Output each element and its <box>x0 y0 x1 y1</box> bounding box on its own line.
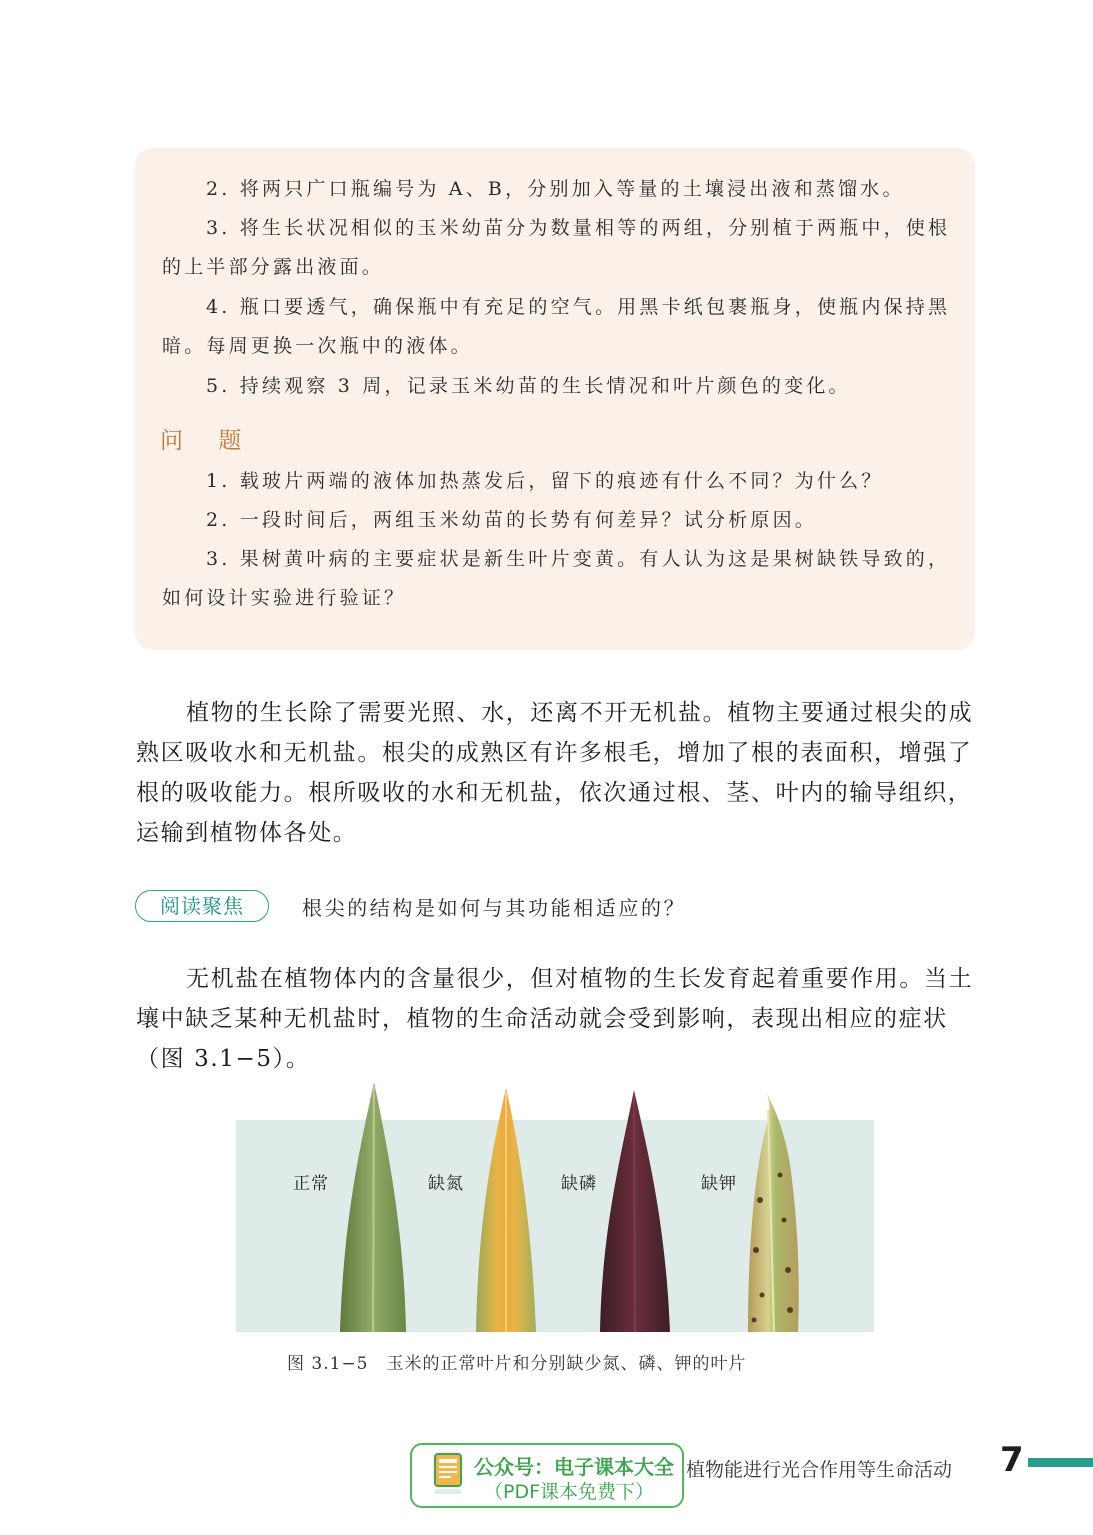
badge-line-2: （PDF课本免费下） <box>484 1481 655 1503</box>
question-2: 2. 一段时间后，两组玉米幼苗的长势有何差异？试分析原因。 <box>206 509 817 531</box>
activity-step-5: 5. 持续观察 3 周，记录玉米幼苗的生长情况和叶片颜色的变化。 <box>206 375 851 397</box>
question-3: 3. 果树黄叶病的主要症状是新生叶片变黄。有人认为这是果树缺铁导致的，如何设计实验进行验证？ <box>162 548 951 609</box>
questions-heading: 问 题 <box>160 428 256 454</box>
leaf-label-potassium: 缺钾 <box>701 1174 737 1194</box>
leaf-potassium-deficient <box>748 1092 799 1332</box>
activity-step-3: 3. 将生长状况相似的玉米幼苗分为数量相等的两组，分别植于两瓶中，使根的上半部分露出液面。 <box>162 217 951 278</box>
corn-leaves-illustration <box>236 1080 876 1332</box>
page-number-bar <box>1028 1458 1093 1467</box>
leaf-phosphorus-deficient <box>600 1090 670 1332</box>
reading-focus-label: 阅读聚焦 <box>135 890 269 922</box>
book-icon <box>432 1451 466 1497</box>
activity-step-2: 2. 将两只广口瓶编号为 A、B，分别加入等量的土壤浸出液和蒸馏水。 <box>206 178 905 200</box>
chapter-title: 植物能进行光合作用等生命活动 <box>686 1459 953 1481</box>
badge-line-1: 公众号：电子课本大全 <box>474 1455 674 1479</box>
leaf-normal <box>340 1082 406 1332</box>
leaf-label-phosphorus: 缺磷 <box>561 1174 597 1194</box>
figure-caption: 图 3.1−5 玉米的正常叶片和分别缺少氮、磷、钾的叶片 <box>287 1354 747 1374</box>
main-paragraph-2: 无机盐在植物体内的含量很少，但对植物的生长发育起着重要作用。当土壤中缺乏某种无机盐时，植物的生命活动就会受到影响，表现出相应的症状（图 3.1−5）。 <box>136 966 974 1072</box>
leaf-label-nitrogen: 缺氮 <box>428 1174 464 1194</box>
leaf-label-normal: 正常 <box>293 1174 329 1194</box>
reading-focus-question: 根尖的结构是如何与其功能相适应的？ <box>302 896 687 920</box>
activity-step-4: 4. 瓶口要透气，确保瓶中有充足的空气。用黑卡纸包裹瓶身，使瓶内保持黑暗。每周更换一次瓶中的液体。 <box>162 296 951 357</box>
question-1: 1. 载玻片两端的液体加热蒸发后，留下的痕迹有什么不同？为什么？ <box>206 470 884 492</box>
page-number: 7 <box>1000 1440 1024 1480</box>
watermark-badge <box>410 1443 684 1508</box>
main-paragraph-1: 植物的生长除了需要光照、水，还离不开无机盐。植物主要通过根尖的成熟区吸收水和无机盐。根尖的成熟区有许多根毛，增加了根的表面积，增强了根的吸收能力。根所吸收的水和无机盐，依次通过根、茎、叶内的输导组织，运输到植物体各处。 <box>136 700 974 846</box>
leaf-nitrogen-deficient <box>476 1088 536 1332</box>
